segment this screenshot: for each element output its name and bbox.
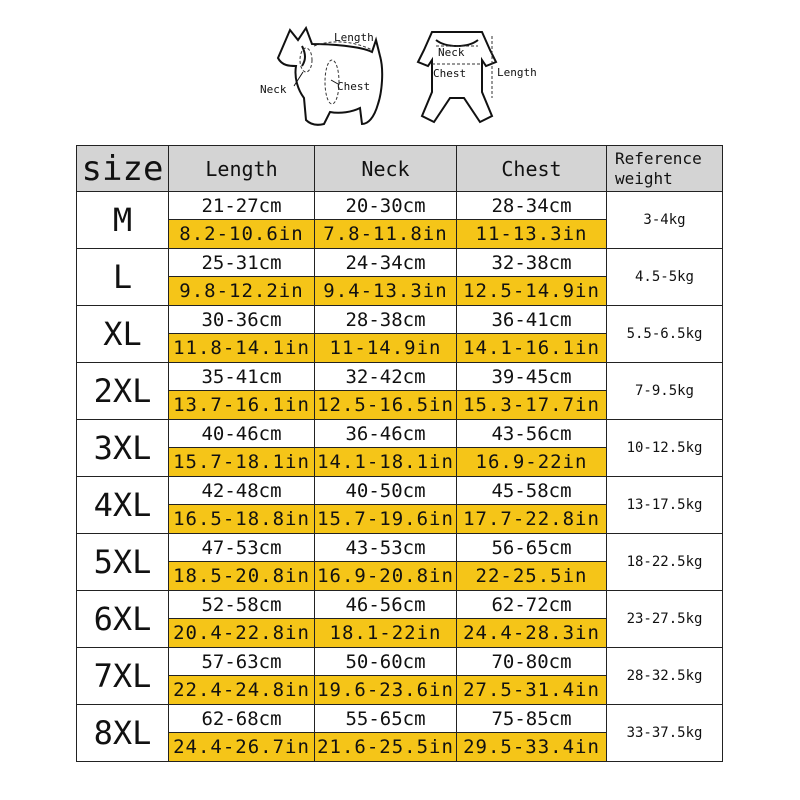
length-cm: 21-27cm [169, 192, 315, 220]
length-cm: 47-53cm [169, 534, 315, 562]
length-inch: 9.8-12.2in [169, 277, 315, 306]
table-row-cm [77, 591, 723, 619]
chest-inch: 17.7-22.8in [457, 505, 607, 534]
size-label: M [77, 192, 169, 249]
dog-neck-label: Neck [260, 83, 287, 96]
length-cm: 57-63cm [169, 648, 315, 676]
neck-cm: 36-46cm [315, 420, 457, 448]
length-inch: 16.5-18.8in [169, 505, 315, 534]
neck-inch: 16.9-20.8in [315, 562, 457, 591]
length-cm: 25-31cm [169, 249, 315, 277]
table-row-cm [77, 477, 723, 505]
chest-cm: 43-56cm [457, 420, 607, 448]
chest-cm: 56-65cm [457, 534, 607, 562]
neck-cm: 28-38cm [315, 306, 457, 334]
dog-measure-lines [300, 42, 372, 104]
reference-weight: 33-37.5kg [607, 705, 723, 762]
table-row-cm [77, 306, 723, 334]
chest-inch: 27.5-31.4in [457, 676, 607, 705]
size-label: 5XL [77, 534, 169, 591]
neck-cm: 20-30cm [315, 192, 457, 220]
table-row-cm [77, 648, 723, 676]
neck-inch: 19.6-23.6in [315, 676, 457, 705]
chest-cm: 62-72cm [457, 591, 607, 619]
chest-cm: 28-34cm [457, 192, 607, 220]
size-label: 7XL [77, 648, 169, 705]
shirt-chest-label: Chest [433, 67, 467, 80]
length-inch: 15.7-18.1in [169, 448, 315, 477]
reference-weight: 13-17.5kg [607, 477, 723, 534]
chest-cm: 75-85cm [457, 705, 607, 733]
reference-weight: 10-12.5kg [607, 420, 723, 477]
table-row-cm [77, 534, 723, 562]
reference-weight: 4.5-5kg [607, 249, 723, 306]
table-row-cm [77, 249, 723, 277]
neck-cm: 50-60cm [315, 648, 457, 676]
chest-cm: 32-38cm [457, 249, 607, 277]
header-reference-weight: Reference weight [607, 146, 723, 192]
chest-inch: 15.3-17.7in [457, 391, 607, 420]
shirt-length-label: Length [497, 66, 537, 79]
length-inch: 24.4-26.7in [169, 733, 315, 762]
table-body [77, 192, 723, 762]
length-inch: 11.8-14.1in [169, 334, 315, 363]
header-length: Length [169, 146, 315, 192]
neck-cm: 55-65cm [315, 705, 457, 733]
length-inch: 20.4-22.8in [169, 619, 315, 648]
length-cm: 42-48cm [169, 477, 315, 505]
table-header-row [77, 146, 723, 192]
length-cm: 35-41cm [169, 363, 315, 391]
chest-inch: 24.4-28.3in [457, 619, 607, 648]
neck-inch: 15.7-19.6in [315, 505, 457, 534]
neck-inch: 21.6-25.5in [315, 733, 457, 762]
reference-weight: 5.5-6.5kg [607, 306, 723, 363]
length-inch: 22.4-24.8in [169, 676, 315, 705]
neck-inch: 18.1-22in [315, 619, 457, 648]
length-cm: 62-68cm [169, 705, 315, 733]
neck-inch: 12.5-16.5in [315, 391, 457, 420]
chest-cm: 39-45cm [457, 363, 607, 391]
neck-cm: 46-56cm [315, 591, 457, 619]
dog-chest-label: Chest [337, 80, 371, 93]
size-label: 4XL [77, 477, 169, 534]
length-inch: 8.2-10.6in [169, 220, 315, 249]
dog-length-label: Length [334, 31, 374, 44]
chest-cm: 36-41cm [457, 306, 607, 334]
size-label: 2XL [77, 363, 169, 420]
length-cm: 30-36cm [169, 306, 315, 334]
length-cm: 52-58cm [169, 591, 315, 619]
neck-cm: 40-50cm [315, 477, 457, 505]
size-label: XL [77, 306, 169, 363]
dog-arrows [294, 72, 338, 86]
length-inch: 18.5-20.8in [169, 562, 315, 591]
neck-inch: 9.4-13.3in [315, 277, 457, 306]
neck-cm: 32-42cm [315, 363, 457, 391]
chest-inch: 11-13.3in [457, 220, 607, 249]
chest-cm: 45-58cm [457, 477, 607, 505]
neck-inch: 14.1-18.1in [315, 448, 457, 477]
table-row-cm [77, 420, 723, 448]
reference-weight: 28-32.5kg [607, 648, 723, 705]
neck-cm: 24-34cm [315, 249, 457, 277]
chest-inch: 12.5-14.9in [457, 277, 607, 306]
reference-weight: 23-27.5kg [607, 591, 723, 648]
table-row-cm [77, 192, 723, 220]
size-chart-table [76, 145, 723, 762]
header-neck: Neck [315, 146, 457, 192]
shirt-neck-label: Neck [438, 46, 465, 59]
header-size: size [77, 146, 169, 192]
header-chest: Chest [457, 146, 607, 192]
table-row-cm [77, 363, 723, 391]
chest-inch: 29.5-33.4in [457, 733, 607, 762]
chest-cm: 70-80cm [457, 648, 607, 676]
chest-inch: 22-25.5in [457, 562, 607, 591]
size-label: 3XL [77, 420, 169, 477]
neck-inch: 11-14.9in [315, 334, 457, 363]
reference-weight: 3-4kg [607, 192, 723, 249]
measurement-illustration [0, 0, 800, 140]
table-row-cm [77, 705, 723, 733]
length-inch: 13.7-16.1in [169, 391, 315, 420]
reference-weight: 7-9.5kg [607, 363, 723, 420]
neck-cm: 43-53cm [315, 534, 457, 562]
size-label: 6XL [77, 591, 169, 648]
reference-weight: 18-22.5kg [607, 534, 723, 591]
neck-inch: 7.8-11.8in [315, 220, 457, 249]
chest-inch: 16.9-22in [457, 448, 607, 477]
size-label: 8XL [77, 705, 169, 762]
length-cm: 40-46cm [169, 420, 315, 448]
size-label: L [77, 249, 169, 306]
chest-inch: 14.1-16.1in [457, 334, 607, 363]
